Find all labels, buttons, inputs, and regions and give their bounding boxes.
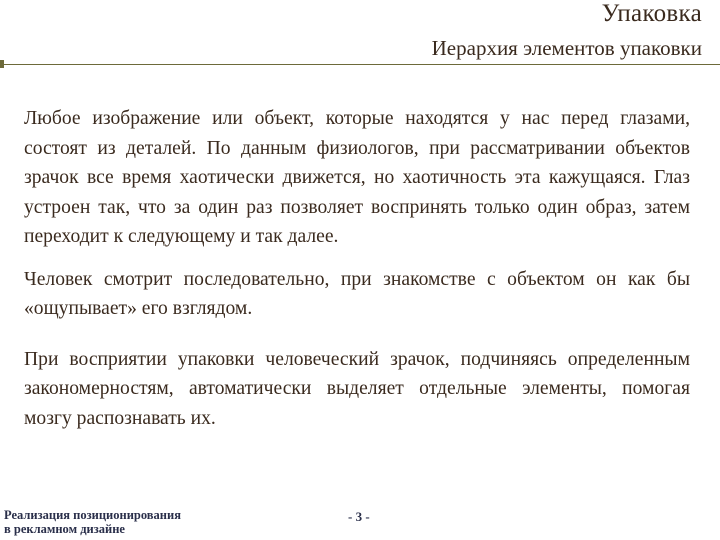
paragraph-1: Любое изображение или объект, которые находятся у нас перед глазами, состоят из деталей. По данным физиологов, при рассматривании объектов зрачок все время хаотически движется, но хаотичность эта кажущаяся. Глаз устроен так, что за один раз позволяет воспринять только один образ, затем переходит к следующему и так далее. xyxy=(24,108,690,247)
slide-subtitle: Иерархия элементов упаковки xyxy=(431,36,702,60)
slide-title: Упаковка xyxy=(601,0,702,27)
paragraph-3: При восприятии упаковки человеческий зрачок, подчиняясь определенным закономерностям, автоматически выделяет отдельные элементы, помогая мозгу распознавать их. xyxy=(24,348,690,429)
page-number: - 3 - xyxy=(348,509,370,524)
header-divider xyxy=(0,64,720,65)
header-divider-stub xyxy=(0,60,4,68)
footer-caption-line-2: в рекламном дизайне xyxy=(4,522,125,536)
footer-caption xyxy=(4,508,181,536)
paragraph-2: Человек смотрит последовательно, при знакомстве с объектом он как бы «ощупывает» его взглядом. xyxy=(24,268,690,319)
footer-caption-line-1: Реализация позиционирования xyxy=(4,508,181,522)
slide-body xyxy=(24,104,690,433)
